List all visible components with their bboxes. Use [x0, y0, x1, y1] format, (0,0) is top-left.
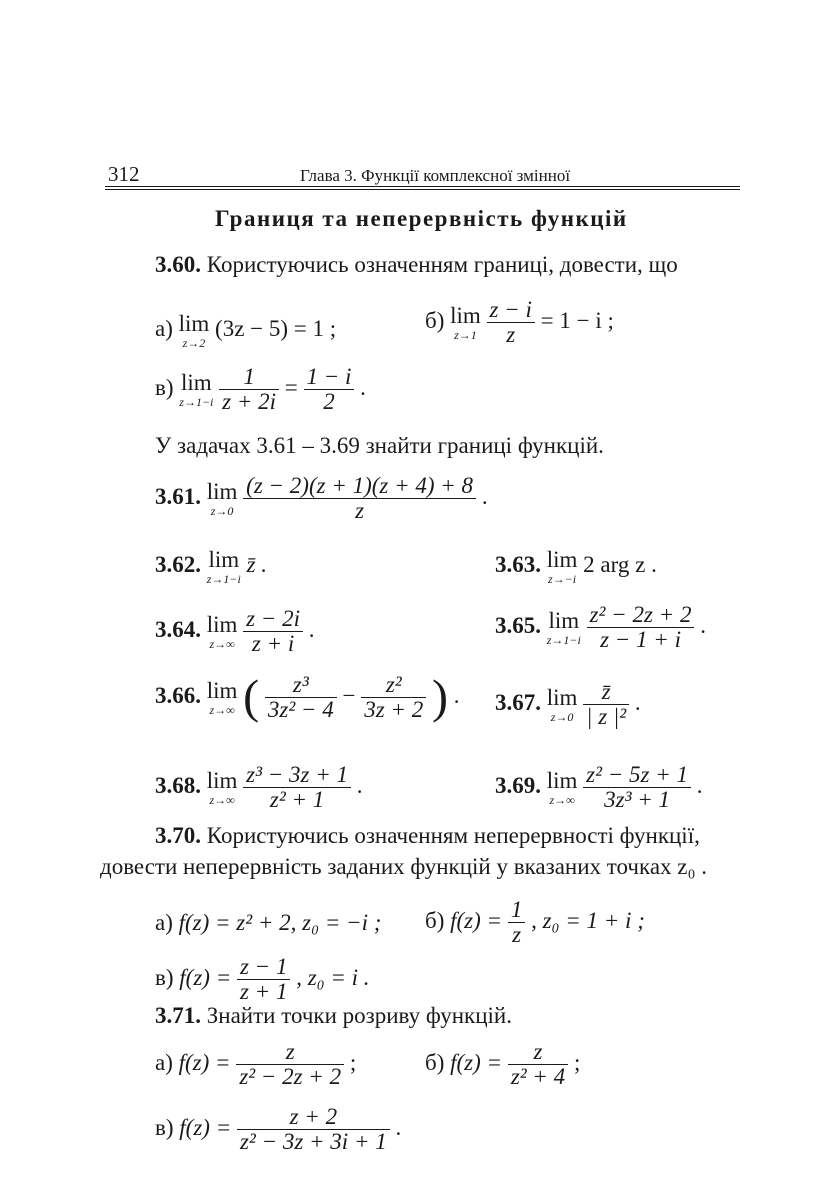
problem-3-70-line2: довести неперервність заданих функцій у вказаних точках z₀ . — [100, 854, 708, 879]
problem-3-70-a — [155, 910, 381, 936]
problem-3-71-c — [155, 1105, 401, 1154]
fraction: $\frac{z}{\text{z² + 4}}$ — [508, 1040, 568, 1089]
problem-3-60-b — [425, 298, 614, 347]
problem-text: Користуючись означенням неперервності функції, — [206, 823, 700, 848]
problem-3-63 — [495, 548, 657, 585]
problem-3-67: 3.67. lim z→0 $\frac{z̄}{\text{| z |²}}$ . — [495, 679, 641, 730]
expression: f(z) = z² + 2, z₀ = −i ; — [178, 910, 382, 935]
item-label: в) — [155, 1114, 174, 1140]
fraction: $\frac{1}{z + 2i}$ — [219, 365, 279, 414]
item-label: б) — [425, 907, 445, 933]
fraction: $\frac{z - i}{z}$ — [487, 298, 535, 347]
rhs: ; — [349, 1049, 357, 1075]
fraction: $\frac{1}{z}$ — [508, 898, 526, 947]
fraction-rhs: $\frac{1 - i}{2}$ — [304, 365, 355, 414]
section-title: Границя та неперервність функцій — [215, 206, 628, 231]
header-rule — [105, 186, 740, 190]
item-label: а) — [155, 315, 173, 341]
limit: lim z→1−i — [179, 370, 214, 410]
fraction: $\frac{z - 2i}{z + i}$ — [243, 607, 303, 656]
lhs: f(z) = — [450, 907, 503, 933]
problem-number: 3.62. — [155, 551, 201, 577]
problem-3-61: 3.61. lim z→0 $\frac{(z - 2)(z + 1)(z + 4) + 8}{z}$ . — [155, 473, 488, 524]
problem-3-71-b — [425, 1040, 580, 1089]
item-label: в) — [155, 374, 174, 400]
item-label: а) — [155, 1049, 173, 1075]
problem-number: 3.71. — [155, 1003, 201, 1028]
problem-3-62 — [155, 548, 267, 585]
problem-number: 3.68. — [155, 772, 201, 798]
limit: lim z→0 — [546, 685, 578, 725]
lhs: f(z) = — [179, 964, 232, 990]
fraction: $\frac{z}{\text{z² − 2z + 2}}$ — [236, 1040, 344, 1089]
problem-3-60-a — [155, 312, 336, 349]
problem-number: 3.65. — [495, 612, 541, 638]
lhs: f(z) = — [178, 1049, 231, 1075]
item-label: а) — [155, 910, 173, 935]
limit: lim z→∞ — [206, 678, 238, 718]
problem-number: 3.60. — [155, 252, 201, 277]
item-label: в) — [155, 964, 174, 990]
expression: 2 arg z . — [583, 551, 657, 577]
fraction: $\frac{z - 1}{z + 1}$ — [237, 955, 290, 1004]
limit: lim z→∞ — [206, 612, 238, 652]
item-label: б) — [425, 1049, 445, 1075]
problem-3-71-a — [155, 1040, 356, 1089]
item-label: б) — [425, 307, 445, 333]
limit: lim z→1 — [450, 303, 481, 343]
problem-number: 3.66. — [155, 682, 201, 708]
problem-text: Користуючись означенням границі, довести, що — [206, 252, 678, 277]
problem-3-70-c — [155, 955, 370, 1004]
problem-number: 3.70. — [155, 823, 201, 848]
limit: lim z→2 — [178, 311, 210, 350]
limit: lim z→∞ — [546, 768, 578, 808]
intro-text: У задачах 3.61 – 3.69 знайти границі функцій. — [155, 433, 604, 458]
fraction: $\frac{\text{z³ − 3z + 1}}{\text{z² + 1}}$ — [243, 763, 351, 812]
rhs: , z₀ = 1 + i ; — [531, 907, 645, 933]
problem-3-60 — [155, 252, 678, 278]
problem-3-68: 3.68. lim z→∞ $\frac{\text{z³ − 3z + 1}}{\text{z² + 1}}$ . — [155, 762, 363, 813]
fraction-1: $\frac{\text{z³}}{\text{3z² − 4}}$ — [265, 673, 337, 722]
problem-3-70-line1 — [155, 823, 700, 849]
problem-3-69: 3.69. lim z→∞ $\frac{\text{z² − 5z + 1}}{\text{3z³ + 1}}$ . — [495, 762, 703, 813]
limit: lim z→1−i — [546, 608, 581, 648]
problem-3-65: 3.65. lim z→1−i $\frac{\text{z² − 2z + 2}}{z - 1 + i}$ . — [495, 602, 706, 653]
right-paren: ) — [432, 670, 448, 724]
expression: = 1 − i ; — [540, 307, 614, 333]
problem-number: 3.69. — [495, 772, 541, 798]
page-number: 312 — [108, 162, 140, 186]
rhs: ; — [573, 1049, 581, 1075]
chapter-title: Глава 3. Функції комплексної змінної — [300, 166, 571, 185]
fraction: $\frac{(z - 2)(z + 1)(z + 4) + 8}{z}$ — [243, 474, 476, 523]
lhs: f(z) = — [179, 1114, 232, 1140]
fraction: $\frac{z̄}{\text{| z |²}}$ — [583, 680, 629, 729]
fraction: $\frac{\text{z² − 5z + 1}}{\text{3z³ + 1}}$ — [583, 763, 691, 812]
rhs: , z₀ = i . — [296, 964, 370, 990]
limit: lim z→1−i — [206, 547, 241, 586]
limit: lim z→−i — [546, 547, 578, 586]
problem-3-71 — [155, 1003, 512, 1029]
fraction: $\frac{z + 2}{\text{z² − 3z + 3i + 1}}$ — [237, 1105, 390, 1154]
problem-3-66: 3.66. lim z→∞ ( $\frac{\text{z³}}{\text{3z² − 4}}$ − $\frac{\text{z²}}{3z + 2}$ ) . — [155, 670, 460, 724]
problem-3-64: 3.64. lim z→∞ $\frac{z - 2i}{z + i}$ . — [155, 606, 315, 657]
problem-number: 3.61. — [155, 483, 201, 509]
fraction: $\frac{\text{z² − 2z + 2}}{z - 1 + i}$ — [587, 603, 695, 652]
problem-3-70-b — [425, 898, 645, 947]
problem-number: 3.67. — [495, 689, 541, 715]
problem-number: 3.63. — [495, 551, 541, 577]
lhs: f(z) = — [450, 1049, 503, 1075]
problem-text: Знайти точки розриву функцій. — [206, 1003, 512, 1028]
expression: (3z − 5) = 1 ; — [215, 315, 337, 341]
fraction-2: $\frac{\text{z²}}{3z + 2}$ — [361, 673, 426, 722]
problem-3-60-c: в) lim z→1−i $\frac{1}{z + 2i}$ = $\frac{1 - i}{2}$ . — [155, 364, 366, 415]
left-paren: ( — [243, 670, 260, 724]
limit: lim z→∞ — [206, 768, 238, 808]
expression: z̄ . — [246, 551, 268, 577]
rhs: . — [395, 1114, 402, 1140]
limit: lim z→0 — [206, 479, 238, 519]
problem-number: 3.64. — [155, 616, 201, 642]
